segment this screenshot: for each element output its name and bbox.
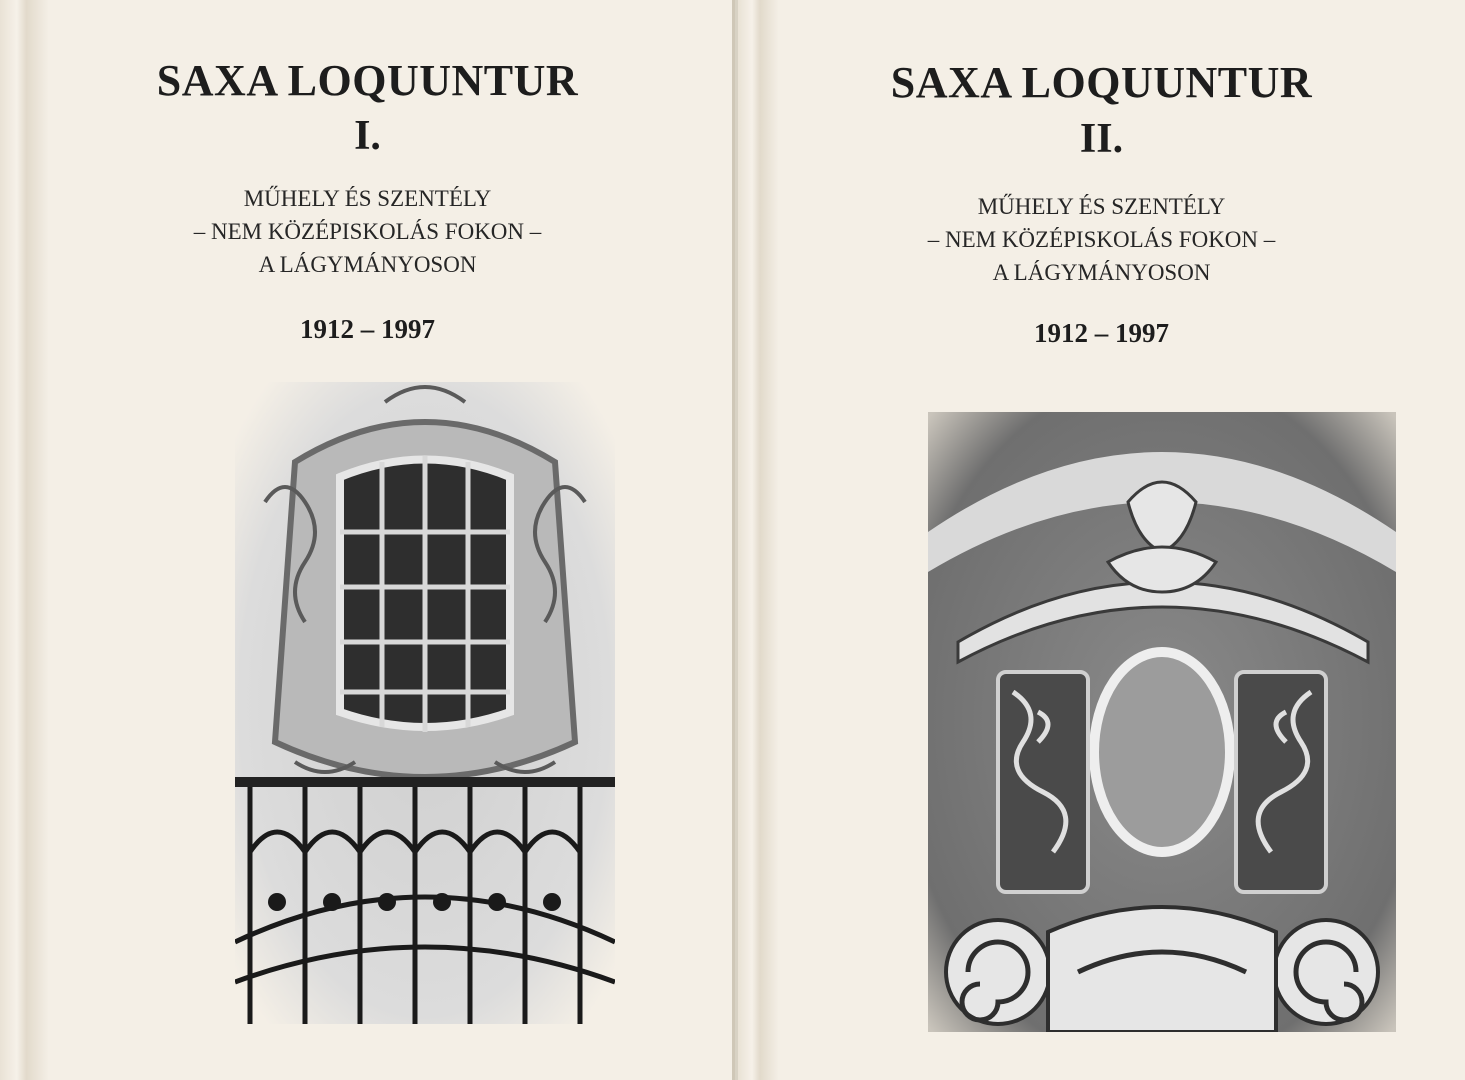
subtitle-line: – NEM KÖZÉPISKOLÁS FOKON – (193, 219, 542, 244)
volume-number: I. (354, 113, 381, 159)
book-spine-edge (0, 0, 48, 1080)
baroque-ornament-photo (928, 412, 1396, 1032)
subtitle-line: A LÁGYMÁNYOSON (258, 252, 477, 277)
book-title: SAXA LOQUUNTUR (156, 56, 579, 105)
book-years: 1912 – 1997 (300, 314, 435, 344)
subtitle-line: MŰHELY ÉS SZENTÉLY (243, 186, 492, 211)
book-title: SAXA LOQUUNTUR (890, 58, 1313, 107)
baroque-window-photo (235, 382, 615, 1024)
subtitle-line: A LÁGYMÁNYOSON (992, 260, 1211, 285)
book-spine-edge (738, 0, 778, 1080)
subtitle-line: – NEM KÖZÉPISKOLÁS FOKON – (927, 227, 1276, 252)
volume-number: II. (1079, 116, 1124, 162)
book-subtitle (60, 182, 675, 281)
book-cover-volume-2 (738, 0, 1465, 1080)
subtitle-line: MŰHELY ÉS SZENTÉLY (977, 194, 1226, 219)
book-subtitle (798, 190, 1405, 289)
book-years: 1912 – 1997 (1034, 318, 1169, 348)
